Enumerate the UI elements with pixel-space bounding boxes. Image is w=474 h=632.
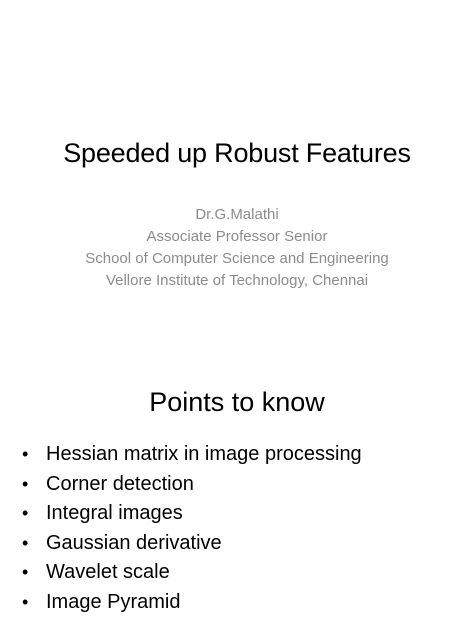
author-info <box>0 204 474 292</box>
bullet-item <box>22 529 462 559</box>
bullet-text: Image Pyramid <box>46 590 181 613</box>
bullet-text: Wavelet scale <box>46 561 170 584</box>
bullet-item <box>22 588 462 618</box>
bullet-item <box>22 440 462 470</box>
bullet-text: Hessian matrix in image processing <box>46 443 362 465</box>
author-name: Dr.G.Malathi <box>195 206 279 223</box>
slide-title: Speeded up Robust Features <box>63 138 411 168</box>
bullet-icon: • <box>22 444 29 464</box>
bullet-icon: • <box>22 562 29 583</box>
bullet-item <box>22 470 462 500</box>
bullet-text: Corner detection <box>46 472 194 495</box>
bullet-list <box>22 440 462 618</box>
author-institute: Vellore Institute of Technology, Chennai <box>105 272 369 289</box>
bullet-text: Integral images <box>46 502 183 525</box>
slide-title: Points to know <box>149 387 325 417</box>
bullet-icon: • <box>22 473 29 494</box>
bullet-icon: • <box>22 591 29 612</box>
author-position: Associate Professor Senior <box>146 228 328 245</box>
bullet-text: Gaussian derivative <box>46 531 222 554</box>
bullet-item <box>22 558 462 588</box>
bullet-item <box>22 499 462 529</box>
bullet-icon: • <box>22 503 29 524</box>
bullet-icon: • <box>22 532 29 553</box>
author-school: School of Computer Science and Engineering <box>85 250 389 267</box>
points-slide <box>0 355 474 632</box>
